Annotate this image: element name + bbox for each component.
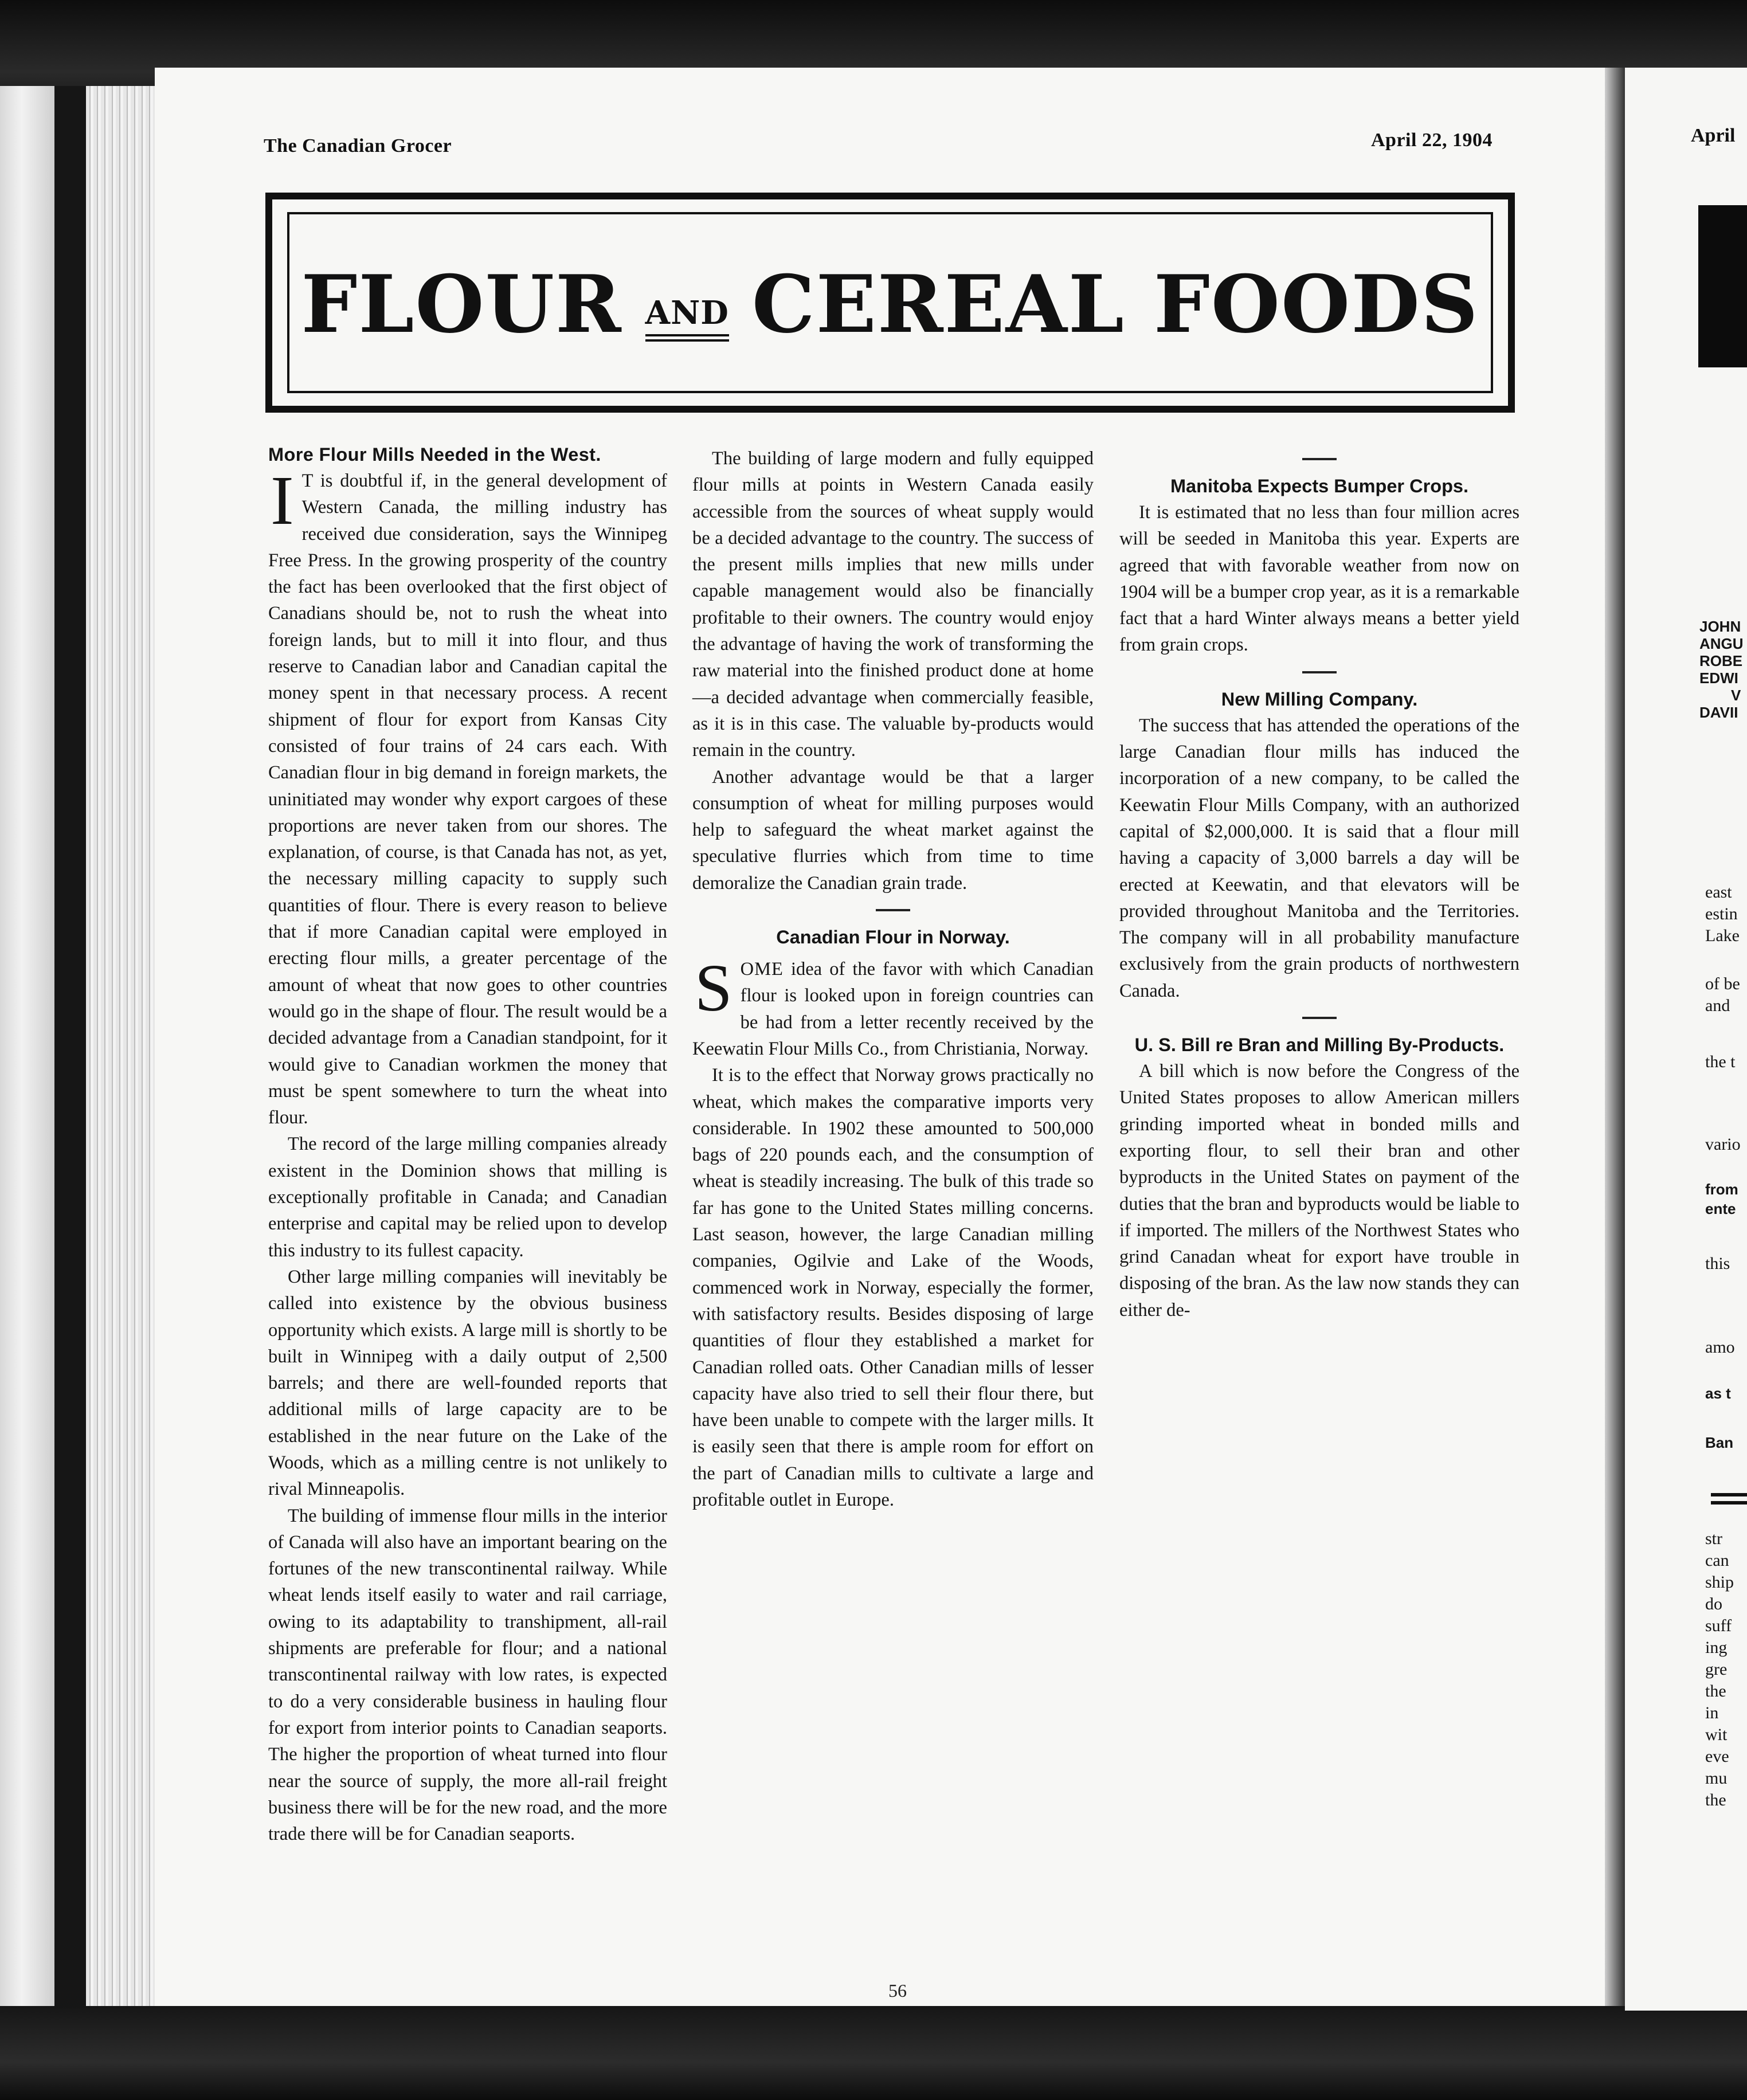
next-page-name-fragment: V <box>1731 687 1741 704</box>
next-page-text-fragment: estin <box>1705 904 1738 923</box>
article-heading-bran-bill: U. S. Bill re Bran and Milling By-Products. <box>1134 1035 1505 1056</box>
article-paragraph: The success that has attended the operations of the large Canadian flour mills has induced the incorporation of a new company, to be called the Keewatin Flour Mills Company, with an authorized capital of $2,000,000. It is said that a flour mill having a capacity of 3,000 barrels a day will be erected at Keewatin, and that elevators will be provided throughout Manitoba and the Territories. The company will in all probability manufacture exclusively from the grain products of northwestern Canada. <box>1119 715 1519 1001</box>
section-divider <box>1302 458 1337 460</box>
next-page-name-fragment: JOHN <box>1699 618 1741 635</box>
page-number: 56 <box>888 1980 907 2001</box>
article-heading-manitoba: Manitoba Expects Bumper Crops. <box>1170 476 1469 496</box>
article-heading-new-company: New Milling Company. <box>1221 688 1418 710</box>
next-page-text-fragment: ing <box>1705 1638 1728 1657</box>
next-page-date: April <box>1691 125 1736 146</box>
title-connector: AND <box>645 294 729 332</box>
issue-date: April 22, 1904 <box>1371 130 1493 151</box>
next-page-text-fragment: str <box>1705 1529 1722 1548</box>
next-page-text-fragment: Lake <box>1705 926 1740 945</box>
next-page-text-fragment: as t <box>1705 1385 1731 1402</box>
next-page-text-fragment: east <box>1705 883 1732 902</box>
article-paragraph: The record of the large milling companies already existent in the Dominion shows that milling is exceptionally profitable in Canada; and Canadian enterprise and capital may be relied upon to develop this industry to its fullest capacity. <box>268 1134 667 1261</box>
paragraph-text: idea of the favor with which Canadian flour is looked upon in foreign countries can be had from a letter recently received by the Keewatin Flour Mills Co., from Christiania, Norway. <box>692 959 1094 1059</box>
next-page-text-fragment: eve <box>1705 1747 1729 1766</box>
article-heading-more-mills: More Flour Mills Needed in the West. <box>268 444 601 465</box>
article-paragraph <box>692 950 1094 1062</box>
drop-cap: I <box>271 462 294 539</box>
next-page-text-fragment: suff <box>1705 1616 1732 1635</box>
article-paragraph: Other large milling companies will inevitably be called into existence by the obvious business opportunity which exists. A large mill is shortly to be built in Winnipeg with a daily output of 2,500 barrels; and there are well-founded reports that additional mills of large capacity are to be established in the near future on the Lake of the Woods, which as a milling centre is not unlikely to rival Minneapolis. <box>268 1266 667 1500</box>
next-page-text-fragment: in <box>1705 1703 1719 1722</box>
next-page-text-fragment: do <box>1705 1594 1722 1613</box>
next-page-display-letter <box>1698 205 1747 367</box>
next-page-text-fragment: and <box>1705 996 1730 1015</box>
drop-cap: S <box>695 950 733 1026</box>
lead-in-text: OME <box>740 959 784 980</box>
next-page-name-fragment: ANGU <box>1699 635 1744 652</box>
next-page-text-fragment: gre <box>1705 1660 1728 1679</box>
next-page-text-fragment: ente <box>1705 1200 1736 1217</box>
next-page-name-fragment: EDWI <box>1699 669 1738 687</box>
article-paragraph: A bill which is now before the Congress of the United States proposes to allow American millers grinding imported wheat in bonded mills and exporting flour, to sell their bran and other byproducts in the United States on payment of the duties that the bran and byproducts would be liable to if imported. The millers of the Northwest States who grind Canadan wheat for export have trouble in disposing of the bran. As the law now stands they can either de- <box>1119 1061 1519 1321</box>
next-page-name-fragment: DAVII <box>1699 704 1738 721</box>
article-paragraph: It is estimated that no less than four million acres will be seeded in Manitoba this year. Experts are agreed that with favorable weather from now on 1904 will be a bumper crop year, as it is a remarkable fact that a hard Winter always means a better yield from grain crops. <box>1119 502 1519 656</box>
next-page-text-fragment: can <box>1705 1551 1729 1570</box>
article-heading-norway: Canadian Flour in Norway. <box>776 927 1010 948</box>
next-page-text-fragment: this <box>1705 1254 1730 1273</box>
column-3 <box>1119 445 1519 1323</box>
next-page-text-fragment: from <box>1705 1181 1738 1198</box>
book-gap-left <box>54 86 89 2100</box>
column-1 <box>268 441 667 1847</box>
next-page-text-fragment: wit <box>1705 1725 1728 1744</box>
title-words-cereal-foods: CEREAL FOODS <box>751 257 1479 351</box>
next-page-text-fragment: of be <box>1705 974 1740 993</box>
section-divider <box>1302 671 1337 673</box>
publication-name: The Canadian Grocer <box>264 135 452 156</box>
next-page-text-fragment: the <box>1705 1682 1726 1701</box>
article-paragraph: Another advantage would be that a larger consumption of wheat for milling purposes would help to safeguard the wheat market against the speculative flurries which from time to time demoralize the Canadian grain trade. <box>692 766 1094 894</box>
next-page-name-fragment: ROBE <box>1699 652 1743 669</box>
article-paragraph <box>268 462 667 1131</box>
column-2 <box>692 445 1094 1513</box>
next-page-double-rule <box>1711 1493 1747 1505</box>
next-page-text-fragment: vario <box>1705 1135 1741 1154</box>
article-paragraph: The building of immense flour mills in the interior of Canada will also have an important bearing on the fortunes of the new transcontinental railway. While wheat lends itself easily to water and rail carriage, owing to its adaptability to transhipment, all-rail shipments are preferable for flour; and a national transcontinental railway with low rates, is expected to do a very considerable business in hauling flour for export from interior points to Canadian seaports. The higher the proportion of wheat turned into flour near the source of supply, the more all-rail freight business there will be for the new road, and the more trade there will be for Canadian seaports. <box>268 1505 667 1845</box>
section-title-frame <box>265 193 1515 413</box>
next-page-text-fragment: ship <box>1705 1573 1734 1592</box>
title-word-flour: FLOUR <box>301 257 622 351</box>
article-paragraph: It is to the effect that Norway grows practically no wheat, which makes the comparative imports very considerable. In 1902 these amounted to 500,000 bags of 220 pounds each, and the consumption of wheat is steadily increasing. The bulk of this trade so far has gone to the United States milling concerns. Last season, however, the large Canadian milling companies, Ogilvie and Lake of the Woods, commenced work in Norway, especially the former, with satisfactory results. Besides disposing of large quantities of flour they established a market for Canadian rolled oats. Other Canadian mills of lesser capacity have also tried to sell their flour there, but have been unable to compete with the larger mills. It is easily seen that there is ample room for effort on the part of Canadian mills to cultivate a large and profitable outlet in Europe. <box>692 1065 1094 1510</box>
section-divider <box>1302 1017 1337 1019</box>
next-page-text-fragment: the <box>1705 1791 1726 1809</box>
article-paragraph: The building of large modern and fully equipped flour mills at points in Western Canada easily accessible from the sources of wheat supply would be a decided advantage to the country. The success of the present mills implies that new mills under capable management would also be financially profitable to their owners. The country would enjoy the advantage of having the work of transforming the raw material into the finished product done at home—a decided advantage when commercially feasible, as it is in this case. The valuable by-products would remain in the country. <box>692 448 1094 761</box>
next-page-text-fragment: mu <box>1705 1769 1728 1788</box>
paragraph-text: T is doubtful if, in the general development of Western Canada, the milling industry has received due consideration, says the Winnipeg Free Press. In the growing prosperity of the country the fact has been overlooked that the first object of Canadians should be, not to rush the wheat into foreign lands, but to mill it into flour, and thus reserve to Canadian labor and Canadian capital the money spent in that necessary process. A recent shipment of flour for export from Kansas City consisted of four trains of 24 cars each. With Canadian flour in big demand in foreign markets, the uninitiated may wonder why export cargoes of these proportions are never taken from our shores. The explanation, of course, is that Canada has not, as yet, the necessary milling capacity to supply such quantities of flour. There is every reason to believe that if more Canadian capital were employed in erecting flour mills, a greater percentage of the amount of wheat that now goes to other countries would go in the shape of flour. The result would be a decided advantage from a Canadian standpoint, for it would give to Canadian workmen the money that must be spent somewhere to turn the wheat into flour. <box>268 471 667 1129</box>
section-title-inner-frame <box>287 212 1493 393</box>
section-title <box>289 257 1491 351</box>
next-page-text-fragment: the t <box>1705 1052 1736 1071</box>
next-page-text-fragment: amo <box>1705 1338 1735 1357</box>
book-spine-left <box>0 86 54 2100</box>
next-page-text-fragment: Ban <box>1705 1434 1734 1451</box>
section-divider <box>876 909 910 911</box>
scan-background-bottom <box>0 2006 1747 2100</box>
